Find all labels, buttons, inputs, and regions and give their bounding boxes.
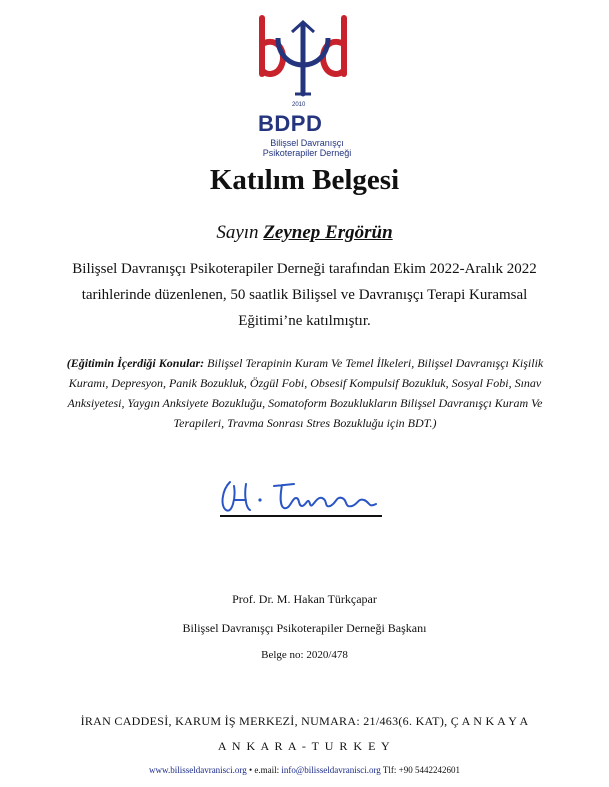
email-link[interactable]: info@bilisseldavranisci.org: [281, 765, 381, 775]
logo-full-name-line2: Psikoterapiler Derneği: [262, 148, 352, 158]
contact-line: [0, 765, 609, 775]
topics-label: (Eğitimin İçerdiği Konular:: [66, 356, 205, 370]
logo-abbreviation: BDPD: [258, 111, 323, 136]
association-logo: [248, 14, 358, 164]
phone-number: Tlf: +90 5442242601: [382, 765, 460, 775]
logo-year: 2010: [292, 102, 306, 108]
address-line-2: A N K A R A - T U R K E Y: [217, 739, 392, 753]
salutation-prefix: Sayın: [216, 222, 259, 243]
signature: [216, 474, 384, 518]
bdpd-psi-logo-icon: [248, 14, 358, 110]
website-link[interactable]: www.bilisseldavranisci.org: [149, 765, 247, 775]
address-line-1: İRAN CADDESİ, KARUM İŞ MERKEZİ, NUMARA: 21/463(6. KAT), Ç A N K A Y A: [80, 714, 529, 728]
recipient-name: Zeynep Ergörün: [263, 222, 393, 243]
certificate-title: Katılım Belgesi: [209, 164, 400, 196]
handwritten-signature-icon: [216, 474, 384, 518]
signer-role: Bilişsel Davranışçı Psikoterapiler Derneği Başkanı: [182, 621, 427, 635]
signature-line: [220, 515, 382, 517]
logo-full-name-line1: Bilişsel Davranışçı: [270, 138, 344, 148]
email-label: • e.mail:: [249, 765, 280, 775]
certificate-body: Bilişsel Davranışçı Psikoterapiler Derneği tarafından Ekim 2022-Aralık 2022 tarihlerinde düzenlenen, 50 saatlik Bilişsel ve Davranışçı Terapi Kuramsal Eğitimi’ne katılmıştır.: [72, 261, 537, 329]
topics-text: Bilişsel Terapinin Kuram Ve Temel İlkeleri, Bilişsel Davranışçı Kişilik Kuramı, Depresyon, Panik Bozukluk, Özgül Fobi, Obsesif Kompulsif Bozukluk, Sosyal Fobi, Sınav Anksiyetesi, Yaygın Anksiyete Bozukluğu, Somatoform Bozuklukların Bilişsel Davranışçı Kuram Ve Terapileri, Travma Sonrası Stres Bozukluğu için BDT.): [67, 356, 544, 430]
training-topics: [60, 353, 550, 433]
certificate-number: Belge no: 2020/478: [261, 649, 348, 661]
signer-name: Prof. Dr. M. Hakan Türkçapar: [232, 592, 377, 606]
logo-full-name: [262, 138, 352, 158]
salutation: [0, 222, 609, 244]
